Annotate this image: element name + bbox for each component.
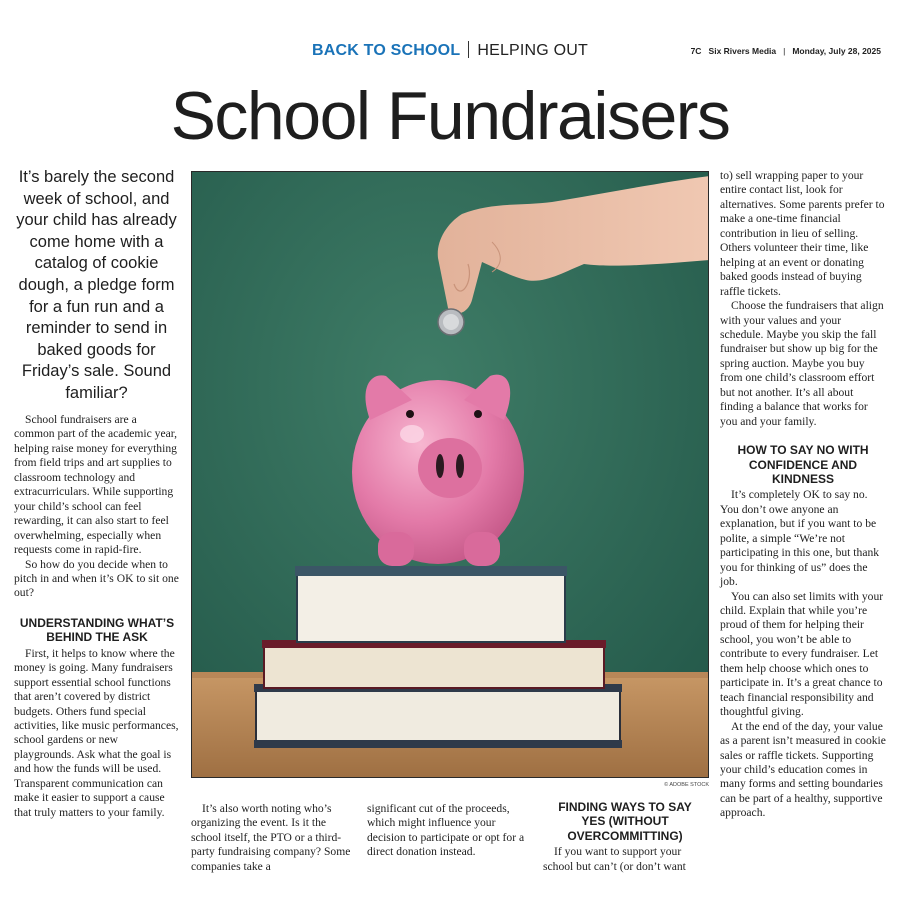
piggy-bank-photo	[191, 171, 709, 778]
meta-separator: |	[783, 46, 786, 56]
body-paragraph: First, it helps to know where the money is going. Many fundraisers support essential school functions that aren’t covered by district budgets. Others fund special activities, like music performances, school gardens or new playgrounds. Ask what the goal is and how the funds will be used. Transparent communication can make it easier to support a cause that truly matters to your family.	[14, 646, 179, 819]
body-paragraph: At the end of the day, your value as a parent isn’t measured in cookie sales or raffle tickets. Supporting your child’s education comes in many forms and setting boundaries can be part of a healthy, supportive approach.	[720, 719, 886, 820]
body-paragraph: School fundraisers are a common part of the academic year, helping raise money for everything from field trips and art supplies to classroom technology and extracurriculars. While supporting your child’s school can feel rewarding, it can also start to feel overwhelming, especially when requests come in rapid-fire.	[14, 413, 178, 557]
body-paragraph: significant cut of the proceeds, which might influence your decision to participate or opt for a direct donation instead.	[367, 802, 525, 859]
article-column-1	[14, 413, 180, 820]
issue-date: Monday, July 28, 2025	[792, 46, 881, 56]
page-number: 7C	[690, 46, 702, 56]
body-paragraph: If you want to support your school but can’t (or don’t want	[543, 845, 686, 873]
body-paragraph: It’s also worth noting who’s organizing the event. Is it the school itself, the PTO or a third-party fundraising company? Some companies take a	[191, 802, 351, 873]
page-meta	[691, 46, 881, 56]
article-column-4	[543, 800, 707, 874]
body-paragraph: You can also set limits with your child. Explain that while you’re proud of them for helping their school, you won’t be able to contribute to every fundraiser. Let them help choose which ones to participate in. It’s a great chance to teach financial responsibility and thoughtful giving.	[720, 589, 884, 719]
article-column-3	[367, 802, 531, 860]
page-title: School Fundraisers	[170, 78, 730, 154]
subhead-finding-ways: FINDING WAYS TO SAY YES (WITHOUT OVERCOMMITTING)	[558, 800, 692, 843]
article-column-5	[720, 169, 886, 821]
body-paragraph: It’s completely OK to say no. You don’t owe anyone an explanation, but if you want to be polite, a simple “We’re not participating in this one, but thank you for thinking of us” does the job.	[720, 488, 880, 589]
section-label[interactable]: BACK TO SCHOOL	[312, 42, 461, 59]
subhead-how-to-say-no: HOW TO SAY NO WITH CONFIDENCE AND KINDNESS	[737, 443, 869, 486]
body-paragraph: So how do you decide when to pitch in and when it’s OK to sit one out?	[14, 557, 179, 600]
subhead-understanding: UNDERSTANDING WHAT’S BEHIND THE ASK	[19, 615, 175, 645]
piggy-bank-illustration	[192, 172, 709, 778]
lede-paragraph: It’s barely the second week of school, and your child has already come home with a catalog of cookie dough, a pledge form for a fun run and a reminder to send in baked goods for Friday’s sale. Sound familiar?	[16, 168, 177, 402]
photo-credit: © ADOBE STOCK	[664, 782, 709, 788]
body-paragraph: to) sell wrapping paper to your entire contact list, look for alternatives. Some parents prefer to make a one-time financial contribution in lieu of selling. Others volunteer their time, like helping at an event or donating baked goods instead of buying raffle tickets.	[720, 169, 885, 298]
article-column-2	[191, 802, 355, 874]
topic-label: HELPING OUT	[477, 42, 588, 59]
publication-name: Six Rivers Media	[708, 46, 777, 56]
kicker-divider	[468, 41, 469, 58]
body-paragraph: Choose the fundraisers that align with your values and your schedule. Maybe you skip the fall fundraiser but show up big for the spring auction. Maybe you buy from one child’s classroom effort but not another. It’s all about finding a balance that works for you and your family.	[720, 299, 884, 428]
